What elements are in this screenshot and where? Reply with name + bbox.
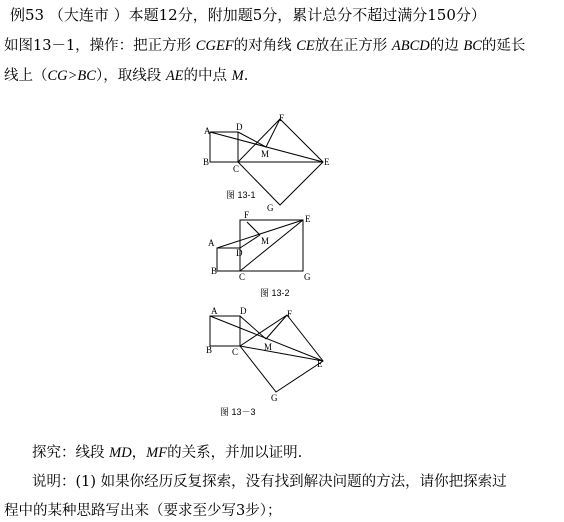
text-fragment: 的关系，并加以证明.	[167, 445, 303, 461]
square-abcd	[210, 132, 238, 162]
label-f: F	[287, 309, 293, 319]
segment-mf	[266, 119, 280, 147]
text-fragment: ），取线段	[95, 68, 166, 84]
note-line-1	[32, 473, 507, 491]
label-g: G	[271, 393, 278, 403]
label-b: B	[203, 157, 210, 167]
var-bc: BC	[463, 38, 482, 54]
label-d: D	[240, 306, 247, 316]
label-b: B	[206, 345, 213, 355]
figure-13-2	[200, 208, 330, 298]
label-d: D	[236, 122, 243, 132]
explore-line	[32, 444, 302, 462]
diagonal-ce	[240, 220, 303, 271]
label-c: C	[239, 272, 246, 282]
label-c: C	[232, 347, 239, 357]
label-e: E	[305, 214, 311, 224]
label-c: C	[233, 164, 240, 174]
label-b: B	[211, 266, 218, 276]
label-a: A	[211, 306, 218, 316]
text-fragment: 的边	[429, 38, 464, 54]
note-text-2: 程中的某种思路写出来（要求至少写3步）；	[4, 503, 282, 519]
var-md: MD	[109, 445, 132, 461]
segment-dm	[238, 132, 266, 147]
label-g: G	[267, 203, 274, 212]
var-mf: MF	[146, 445, 168, 461]
var-ae: AE	[165, 68, 184, 84]
segment-dm	[240, 316, 266, 339]
text-fragment: 探究：线段	[32, 445, 110, 461]
label-m: M	[264, 342, 273, 352]
var-cgef: CGEF	[195, 38, 234, 54]
label-f: F	[279, 113, 285, 123]
text-fragment: 线上（	[4, 68, 48, 84]
var-ce: CE	[296, 38, 315, 54]
diagonal-ce	[240, 346, 323, 361]
note-text-1: 说明：(1) 如果你经历反复探索，没有找到解决问题的方法，请你把探索过	[32, 474, 507, 490]
note-line-2	[4, 502, 281, 520]
var-abcd: ABCD	[391, 38, 430, 54]
text-fragment: ，	[131, 445, 147, 461]
problem-statement-line-2	[4, 67, 248, 85]
segment-ae	[217, 220, 303, 248]
text-fragment: 如图13－1，操作：把正方形	[4, 38, 196, 54]
problem-header	[10, 6, 486, 24]
text-fragment: 的中点	[183, 68, 232, 84]
segment-mf	[247, 222, 260, 235]
figure-13-2-diagram	[200, 208, 330, 288]
text-fragment: .	[243, 68, 249, 84]
figure-13-1-caption: 图 13-1	[226, 190, 256, 200]
label-f: F	[244, 210, 250, 220]
label-a: A	[204, 126, 211, 136]
figure-13-3-diagram	[198, 304, 338, 404]
label-m: M	[261, 236, 270, 246]
figure-13-1-diagram	[200, 112, 340, 212]
var-m: M	[231, 68, 244, 84]
problem-statement-line-1	[4, 37, 525, 55]
text-fragment: 放在正方形	[314, 38, 392, 54]
label-e: E	[324, 157, 330, 167]
label-g: G	[304, 272, 311, 282]
problem-header-text: 例53 （大连市 ）本题12分，附加题5分，累计总分不超过满分150分）	[10, 6, 486, 24]
square-abcd	[210, 316, 240, 346]
label-e: E	[317, 359, 323, 369]
figure-13-2-caption: 图 13-2	[260, 288, 290, 298]
figure-13-1	[200, 112, 340, 212]
var-cg-gt-bc: CG>BC	[47, 68, 96, 84]
label-a: A	[208, 238, 215, 248]
figure-13-3-caption: 图 13－3	[220, 407, 256, 417]
figure-13-3	[198, 304, 338, 417]
text-fragment: 的对角线	[233, 38, 297, 54]
text-fragment: 的延长	[481, 38, 526, 54]
label-d: D	[236, 248, 243, 258]
label-m: M	[261, 149, 270, 159]
